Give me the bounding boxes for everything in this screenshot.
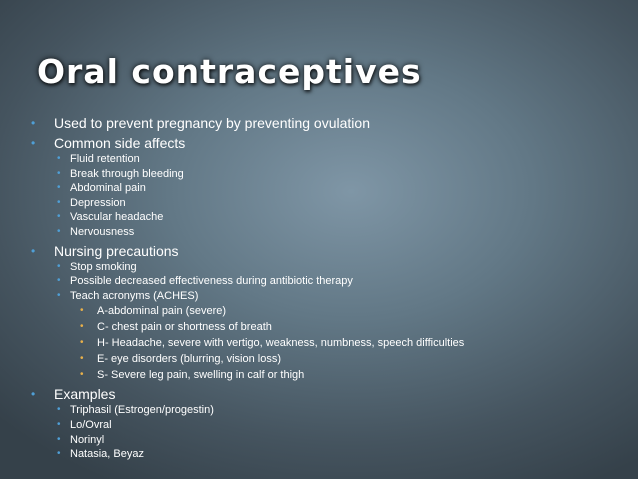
bullet-level-3: • C- chest pain or shortness of breath [27, 319, 627, 335]
bullet-level-2: • Break through bleeding [27, 167, 627, 182]
bullet-level-3: • A-abdominal pain (severe) [27, 303, 627, 319]
bullet-level-2: • Fluid retention [27, 152, 627, 167]
bullet-list [27, 114, 627, 462]
bullet-level-3: • H- Headache, severe with vertigo, weakness, numbness, speech difficulties [27, 335, 627, 351]
bullet-level-1: • Nursing precautions [27, 242, 627, 260]
bullet-level-2: • Lo/Ovral [27, 418, 627, 433]
slide-title: Oral contraceptives [37, 52, 422, 91]
bullet-level-2: • Natasia, Beyaz [27, 447, 627, 462]
bullet-level-3: • E- eye disorders (blurring, vision loss) [27, 351, 627, 367]
bullet-level-2: • Nervousness [27, 225, 627, 240]
bullet-level-2: • Stop smoking [27, 260, 627, 275]
bullet-level-2: • Vascular headache [27, 210, 627, 225]
bullet-level-1: • Common side affects [27, 134, 627, 152]
bullet-level-2: • Abdominal pain [27, 181, 627, 196]
bullet-level-2: • Teach acronyms (ACHES) [27, 289, 627, 304]
bullet-level-2: • Possible decreased effectiveness during antibiotic therapy [27, 274, 627, 289]
bullet-level-2: • Norinyl [27, 433, 627, 448]
bullet-level-2: • Triphasil (Estrogen/progestin) [27, 403, 627, 418]
bullet-level-3: • S- Severe leg pain, swelling in calf or thigh [27, 367, 627, 383]
bullet-level-2: • Depression [27, 196, 627, 211]
bullet-level-1: • Examples [27, 385, 627, 403]
bullet-level-1: • Used to prevent pregnancy by preventing ovulation [27, 114, 627, 132]
